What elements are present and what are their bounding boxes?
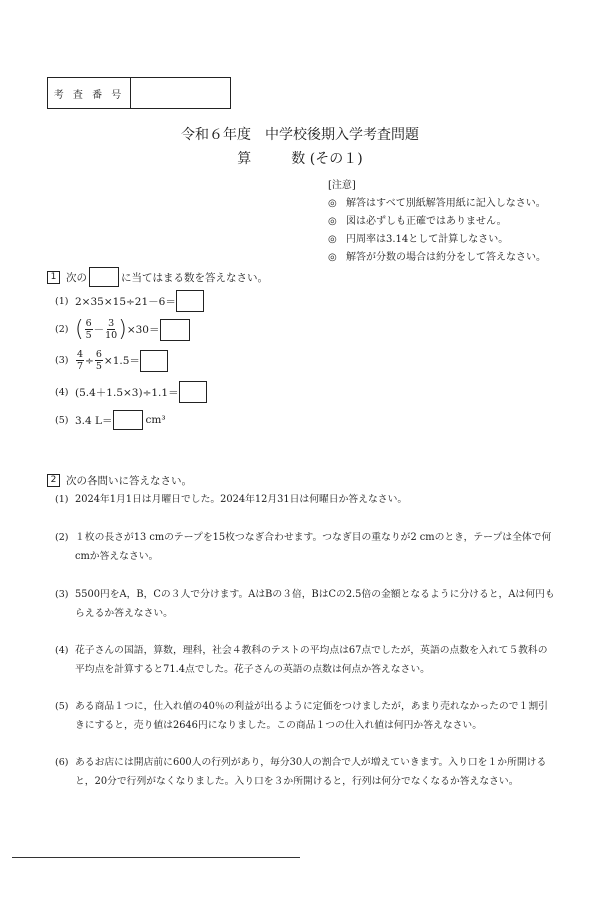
s2-question: (6) あるお店には開店前に600人の行列があり，毎分30人の割合で人が増えていきます。入り口を１か所開けると，20分で行列がなくなりました。入り口を３か所開けると，行列は何分でなくなるか答えなさい。 xyxy=(55,757,547,787)
s2-question: (5) ある商品１つに，仕入れ値の40％の利益が出るように定価をつけましたが，あまり売れなかったので１割引きにすると，売り値は2646円になりました。この商品１つの仕入れ値は何円か答えなさい。 xyxy=(55,701,548,731)
note-item: ◎ 図は必ずしも正確ではありません。 xyxy=(328,213,546,231)
answer-box[interactable] xyxy=(140,350,168,372)
section2-number: 2 xyxy=(47,474,60,487)
fraction: $\frac{4}{7}$ xyxy=(77,349,84,372)
answer-box[interactable] xyxy=(113,410,143,430)
subject-char-a: 算 xyxy=(237,151,252,167)
s2-question: (1) 2024年1月1日は月曜日でした。2024年12月31日は何曜日か答えなさい。 xyxy=(55,494,408,505)
s2-question: (4) 花子さんの国語，算数，理科，社会４教科のテストの平均点は67点でしたが，英語の点数を入れて５教科の平均点を計算すると71.4点でした。花子さんの英語の点数は何点か答えなさい。 xyxy=(55,645,548,675)
fraction: $\frac{6}{5}$ xyxy=(85,318,92,341)
answer-box[interactable] xyxy=(179,381,207,403)
bottom-divider xyxy=(12,857,300,858)
subject-title xyxy=(0,148,600,168)
fraction: $\frac{6}{5}$ xyxy=(95,349,102,372)
note-item: ◎ 解答はすべて別紙解答用紙に記入しなさい。 xyxy=(328,195,546,213)
blank-example-box xyxy=(89,267,119,287)
s2-question: (2) １枚の長さが13 cmのテープを15枚つなぎ合わせます。つなぎ目の重なりが2 cmのとき，テープは全体で何cmか答えなさい。 xyxy=(55,532,552,562)
notes-heading: [注意] xyxy=(328,180,356,191)
subject-char-b: 数 xyxy=(291,151,306,167)
double-circle-icon: ◎ xyxy=(328,234,337,245)
note-item: ◎ 解答が分数の場合は約分をして答えなさい。 xyxy=(328,249,546,267)
s1-question-3: (3) $\frac{4}{7}$ ÷ $\frac{6}{5}$ ×1.5＝ xyxy=(55,349,168,372)
exam-number-label: 考 査 番 号 xyxy=(48,78,131,108)
s2-question: (3) 5500円をA，B，Cの３人で分けます。AはBの３倍，BはCの2.5倍の金額となるように分けると，Aは何円もらえるか答えなさい。 xyxy=(55,589,555,619)
section1-number: 1 xyxy=(47,271,60,284)
page-title: 令和６年度 中学校後期入学考査問題 xyxy=(181,127,419,143)
fraction: $\frac{3}{10}$ xyxy=(105,318,118,341)
section1-heading: 1 次の に当てはまる数を答えなさい。 xyxy=(47,267,268,287)
section2-heading: 2 次の各問いに答えなさい。 xyxy=(47,473,192,488)
s1-question-1: (1) 2×35×15÷21－6＝ xyxy=(55,290,204,312)
exam-number-field[interactable] xyxy=(131,78,230,108)
double-circle-icon: ◎ xyxy=(328,252,337,263)
double-circle-icon: ◎ xyxy=(328,198,337,209)
answer-box[interactable] xyxy=(160,319,190,341)
note-item: ◎ 円周率は3.14として計算しなさい。 xyxy=(328,231,546,249)
s1-question-2: (2) ( $\frac{6}{5}$ － $\frac{3}{10}$ ) ×30＝ xyxy=(55,318,190,341)
answer-box[interactable] xyxy=(176,290,204,312)
s1-question-4: (4) (5.4＋1.5×3)÷1.1＝ xyxy=(55,381,207,403)
subject-part: (その１) xyxy=(309,151,363,167)
notes-block xyxy=(328,177,546,267)
double-circle-icon: ◎ xyxy=(328,216,337,227)
exam-number-box xyxy=(47,77,231,109)
s1-question-5: (5) 3.4 L＝ cm³ xyxy=(55,410,166,430)
